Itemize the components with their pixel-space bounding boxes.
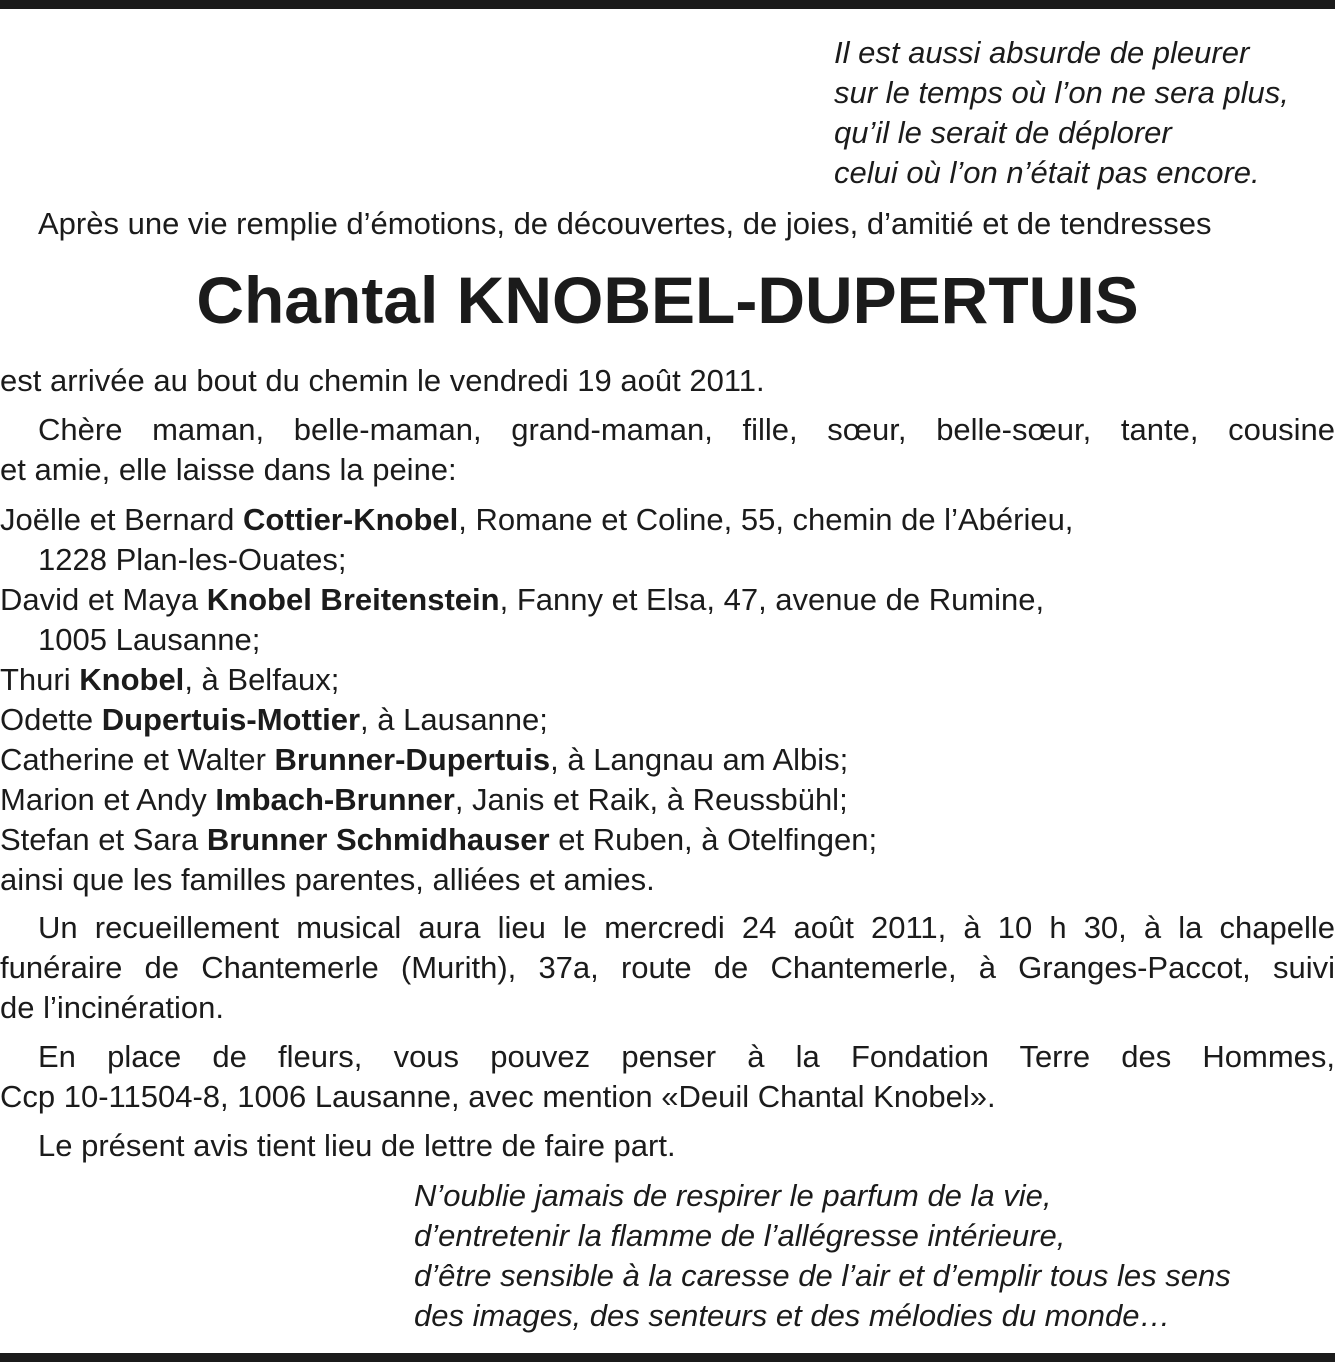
top-quote-line: sur le temps où l’on ne sera plus, <box>834 75 1289 110</box>
bottom-quote-line: d’être sensible à la caresse de l’air et d’emplir tous les sens <box>414 1258 1231 1293</box>
donation-line: En place de fleurs, vous pouvez penser à la Fondation Terre des Hommes, <box>38 1039 1335 1074</box>
family-name: Cottier-Knobel <box>242 502 459 537</box>
top-quote-line: qu’il le serait de déplorer <box>834 115 1172 150</box>
bottom-quote-line: d’entretenir la flamme de l’allégresse intérieure, <box>414 1218 1066 1253</box>
mourners-intro-line: et amie, elle laisse dans la peine: <box>0 452 457 487</box>
family-entry: Marion et Andy Imbach-Brunner, Janis et Raik, à Reussbühl; <box>0 782 848 817</box>
top-quote-line: Il est aussi absurde de pleurer <box>834 35 1250 70</box>
family-name: Brunner-Dupertuis <box>274 742 551 777</box>
bottom-quote-line: des images, des senteurs et des mélodies du monde… <box>414 1298 1171 1333</box>
ceremony-line: de l’incinération. <box>0 990 225 1025</box>
ceremony-line: Un recueillement musical aura lieu le mercredi 24 août 2011, à 10 h 30, à la chapelle <box>38 910 1335 945</box>
mourners-intro-line: Chère maman, belle-maman, grand-maman, fille, sœur, belle-sœur, tante, cousine <box>38 412 1335 447</box>
family-name: Imbach-Brunner <box>215 782 455 817</box>
ceremony-line: funéraire de Chantemerle (Murith), 37a, route de Chantemerle, à Granges-Paccot, suivi <box>0 950 1335 985</box>
family-name: Knobel Breitenstein <box>206 582 500 617</box>
family-name: Knobel <box>79 662 185 697</box>
family-entry: Catherine et Walter Brunner-Dupertuis, à Langnau am Albis; <box>0 742 849 777</box>
donation-line: Ccp 10-11504-8, 1006 Lausanne, avec mention «Deuil Chantal Knobel». <box>0 1079 996 1114</box>
top-quote-line: celui où l’on n’était pas encore. <box>834 155 1260 190</box>
family-entry: Stefan et Sara Brunner Schmidhauser et Ruben, à Otelfingen; <box>0 822 878 857</box>
family-entry: Odette Dupertuis-Mottier, à Lausanne; <box>0 702 548 737</box>
deceased-name: Chantal KNOBEL-DUPERTUIS <box>196 263 1139 337</box>
intro-text: Après une vie remplie d’émotions, de découvertes, de joies, d’amitié et de tendresses <box>38 206 1212 241</box>
family-entry-continuation: 1005 Lausanne; <box>38 622 261 657</box>
bottom-quote-line: N’oublie jamais de respirer le parfum de la vie, <box>414 1178 1052 1213</box>
bottom-border-rule <box>0 1353 1335 1362</box>
family-entry: Thuri Knobel, à Belfaux; <box>0 662 340 697</box>
family-closing: ainsi que les familles parentes, alliées et amies. <box>0 862 655 897</box>
family-name: Brunner Schmidhauser <box>206 822 550 857</box>
family-entry: David et Maya Knobel Breitenstein, Fanny et Elsa, 47, avenue de Rumine, <box>0 582 1045 617</box>
notice-text: Le présent avis tient lieu de lettre de faire part. <box>38 1128 676 1163</box>
family-entry-continuation: 1228 Plan-les-Ouates; <box>38 542 347 577</box>
family-name: Dupertuis-Mottier <box>101 702 361 737</box>
family-entry: Joëlle et Bernard Cottier-Knobel, Romane et Coline, 55, chemin de l’Abérieu, <box>0 502 1074 537</box>
top-border-rule <box>0 0 1335 9</box>
death-announcement: est arrivée au bout du chemin le vendredi 19 août 2011. <box>0 363 765 398</box>
